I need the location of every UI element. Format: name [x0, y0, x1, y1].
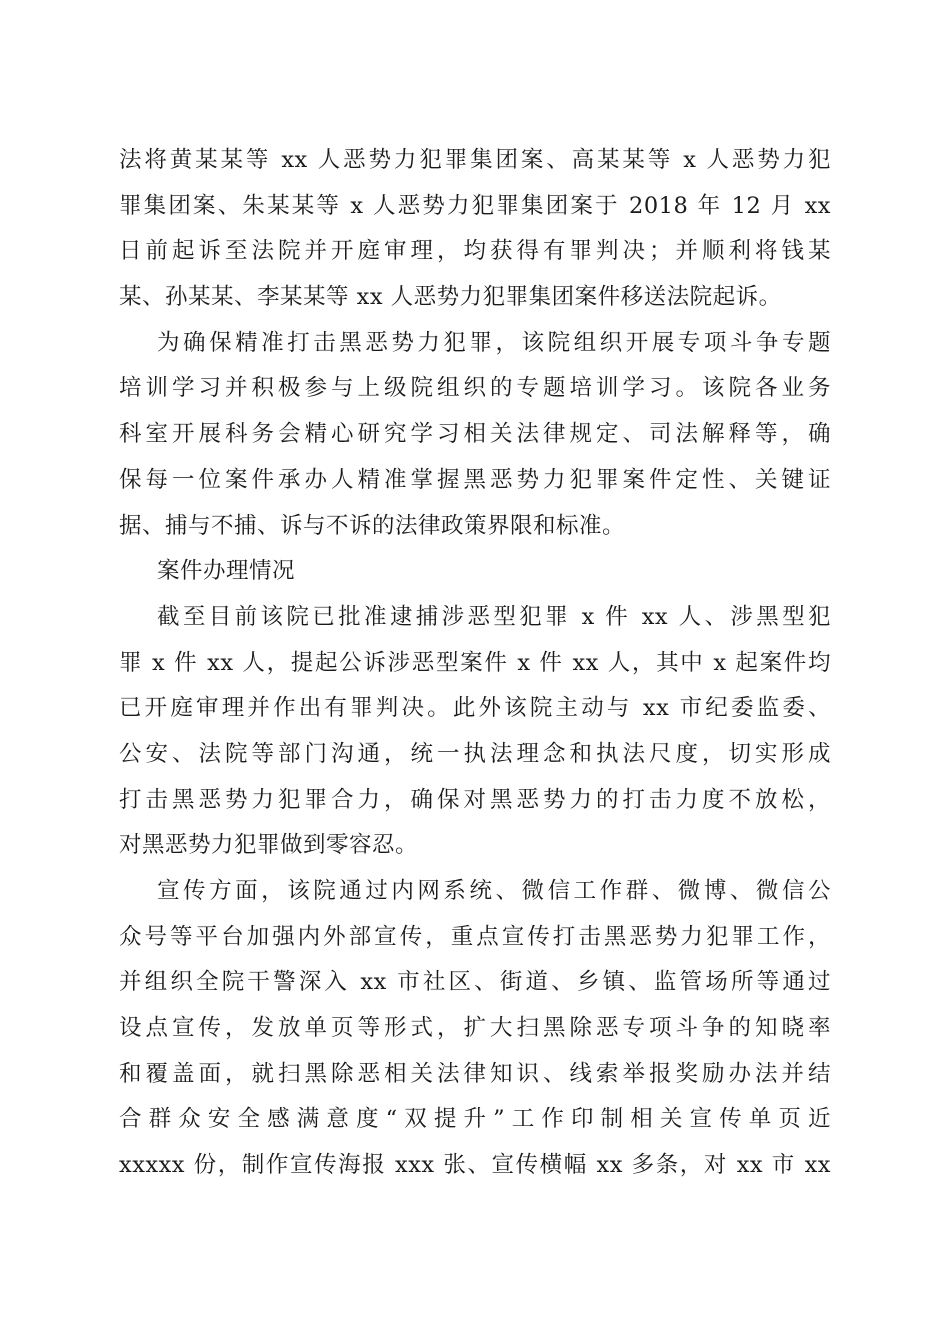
text-line: 某、孙某某、李某某等 xx 人恶势力犯罪集团案件移送法院起诉。 [119, 284, 782, 311]
paragraph-publicity [119, 869, 831, 1189]
paragraph-indictment-summary [119, 138, 831, 321]
section-heading: 案件办理情况 [157, 558, 296, 585]
text-line: 合群众安全感满意度“双提升”工作印制相关宣传单页近 [119, 1106, 831, 1133]
text-line: 宣传方面，该院通过内网系统、微信工作群、微博、微信公 [157, 878, 831, 904]
document-body [119, 138, 831, 1189]
text-line: 为确保精准打击黑恶势力犯罪，该院组织开展专项斗争专题 [157, 329, 831, 356]
text-line: 已开庭审理并作出有罪判决。此外该院主动与 xx 市纪委监委、 [119, 695, 831, 722]
text-line: 设点宣传，发放单页等形式，扩大扫黑除恶专项斗争的知晓率 [119, 1015, 831, 1042]
text-line: 保每一位案件承办人精准掌握黑恶势力犯罪案件定性、关键证 [119, 466, 831, 493]
text-line: 打击黑恶势力犯罪合力，确保对黑恶势力的打击力度不放松， [119, 786, 831, 813]
text-line: 科室开展科务会精心研究学习相关法律规定、司法解释等，确 [119, 421, 831, 448]
text-line: 据、捕与不捕、诉与不诉的法律政策界限和标准。 [119, 512, 626, 539]
text-line: 培训学习并积极参与上级院组织的专题培训学习。该院各业务 [119, 375, 831, 402]
paragraph-case-handling [119, 595, 831, 869]
text-line: xxxxx 份，制作宣传海报 xxx 张、宣传横幅 xx 多条，对 xx 市 xx [119, 1152, 831, 1179]
text-line: 对黑恶势力犯罪做到零容忍。 [119, 832, 419, 859]
text-line: 罪集团案、朱某某等 x 人恶势力犯罪集团案于 2018 年 12 月 xx [119, 192, 831, 219]
text-line: 公安、法院等部门沟通，统一执法理念和执法尺度，切实形成 [119, 740, 831, 767]
text-line: 日前起诉至法院并开庭审理，均获得有罪判决；并顺利将钱某 [119, 238, 831, 265]
text-line: 并组织全院干警深入 xx 市社区、街道、乡镇、监管场所等通过 [119, 969, 831, 996]
text-line: 罪 x 件 xx 人，提起公诉涉恶型案件 x 件 xx 人，其中 x 起案件均 [119, 649, 831, 676]
text-line: 截至目前该院已批准逮捕涉恶型犯罪 x 件 xx 人、涉黑型犯 [157, 603, 831, 630]
text-line: 和覆盖面，就扫黑除恶相关法律知识、线索举报奖励办法并结 [119, 1060, 831, 1087]
paragraph-training [119, 321, 831, 549]
text-line: 法将黄某某等 xx 人恶势力犯罪集团案、高某某等 x 人恶势力犯 [119, 147, 831, 173]
text-line: 众号等平台加强内外部宣传，重点宣传打击黑恶势力犯罪工作， [119, 923, 831, 950]
